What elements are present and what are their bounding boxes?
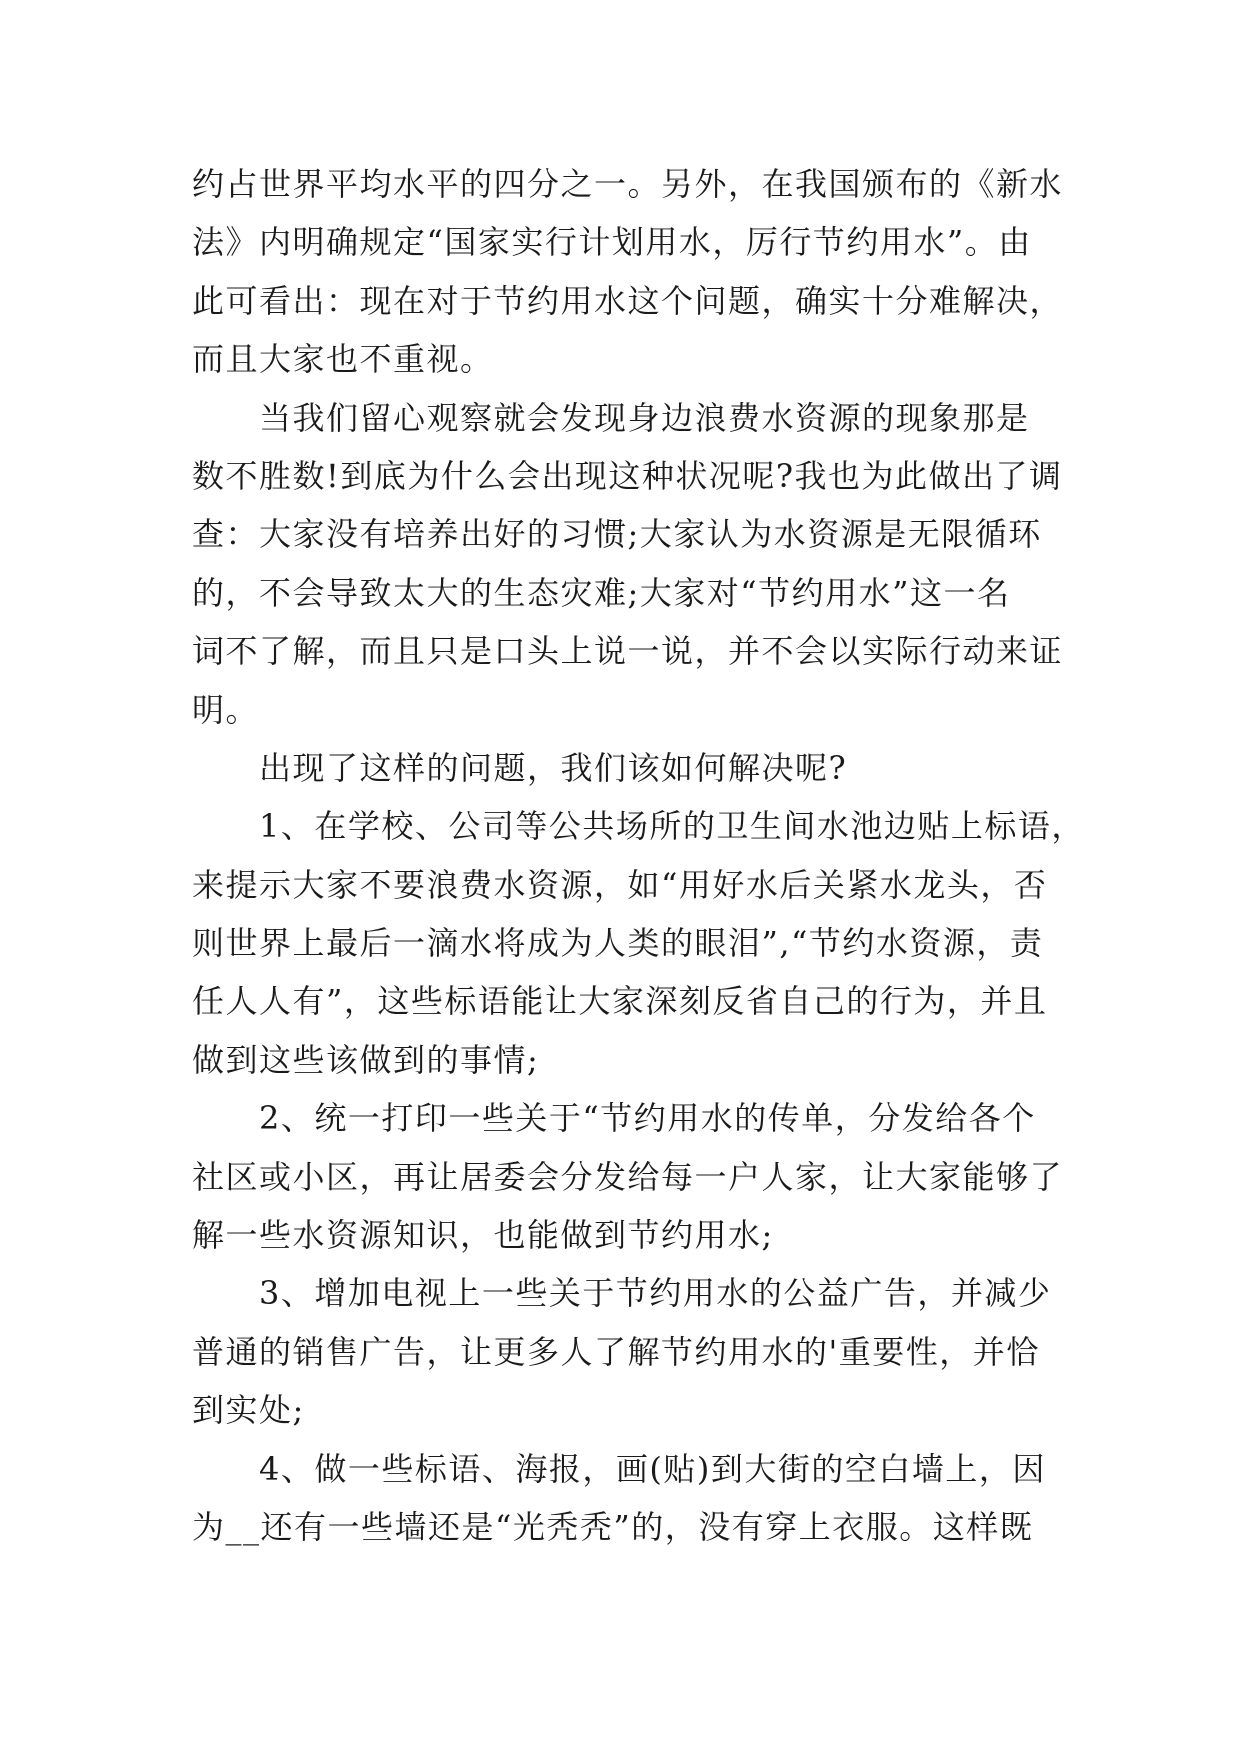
text-line: 法》内明确规定“国家实行计划用水，厉行节约用水”。由 [192, 223, 1032, 262]
text-line: 普通的销售广告，让更多人了解节约用水的'重要性，并恰 [192, 1332, 1040, 1371]
text-line: 数不胜数!到底为什么会出现这种状况呢?我也为此做出了调 [192, 456, 1063, 495]
text-line: 解一些水资源知识，也能做到节约用水; [192, 1216, 774, 1255]
text-line: 3、增加电视上一些关于节约用水的公益广告，并减少 [192, 1274, 1052, 1313]
text-line: 社区或小区，再让居委会分发给每一户人家，让大家能够了 [192, 1157, 1064, 1196]
text-line: 查：大家没有培养出好的习惯;大家认为水资源是无限循环 [192, 515, 1042, 554]
text-line: 出现了这样的问题，我们该如何解决呢? [192, 748, 848, 787]
text-line: 则世界上最后一滴水将成为人类的眼泪”,“节约水资源，责 [192, 924, 1044, 963]
text-line: 1、在学校、公司等公共场所的卫生间水池边贴上标语， [192, 807, 1085, 846]
text-line: 的，不会导致太大的生态灾难;大家对“节约用水”这一名 [192, 573, 1011, 612]
text-line: 当我们留心观察就会发现身边浪费水资源的现象那是 [192, 398, 1030, 437]
text-line: 此可看出：现在对于节约用水这个问题，确实十分难解决， [192, 281, 1064, 320]
text-line: 为__还有一些墙还是“光秃秃”的，没有穿上衣服。这样既 [192, 1507, 1034, 1546]
text-line: 明。 [192, 690, 260, 729]
text-line: 任人人有”，这些标语能让大家深刻反省自己的行为，并且 [192, 982, 1048, 1021]
document-body [192, 155, 1085, 1556]
text-line: 来提示大家不要浪费水资源，如“用好水后关紧水龙头，否 [192, 865, 1048, 904]
text-line: 到实处; [192, 1391, 305, 1430]
text-line: 词不了解，而且只是口头上说一说，并不会以实际行动来证 [192, 632, 1064, 671]
text-line: 2、统一打印一些关于“节约用水的传单，分发给各个 [192, 1099, 1036, 1138]
text-line: 4、做一些标语、海报，画(贴)到大街的空白墙上，因 [192, 1449, 1046, 1488]
text-line: 做到这些该做到的事情; [192, 1040, 540, 1079]
text-line: 约占世界平均水平的四分之一。另外，在我国颁布的《新水 [192, 165, 1064, 203]
text-line: 而且大家也不重视。 [192, 340, 494, 379]
